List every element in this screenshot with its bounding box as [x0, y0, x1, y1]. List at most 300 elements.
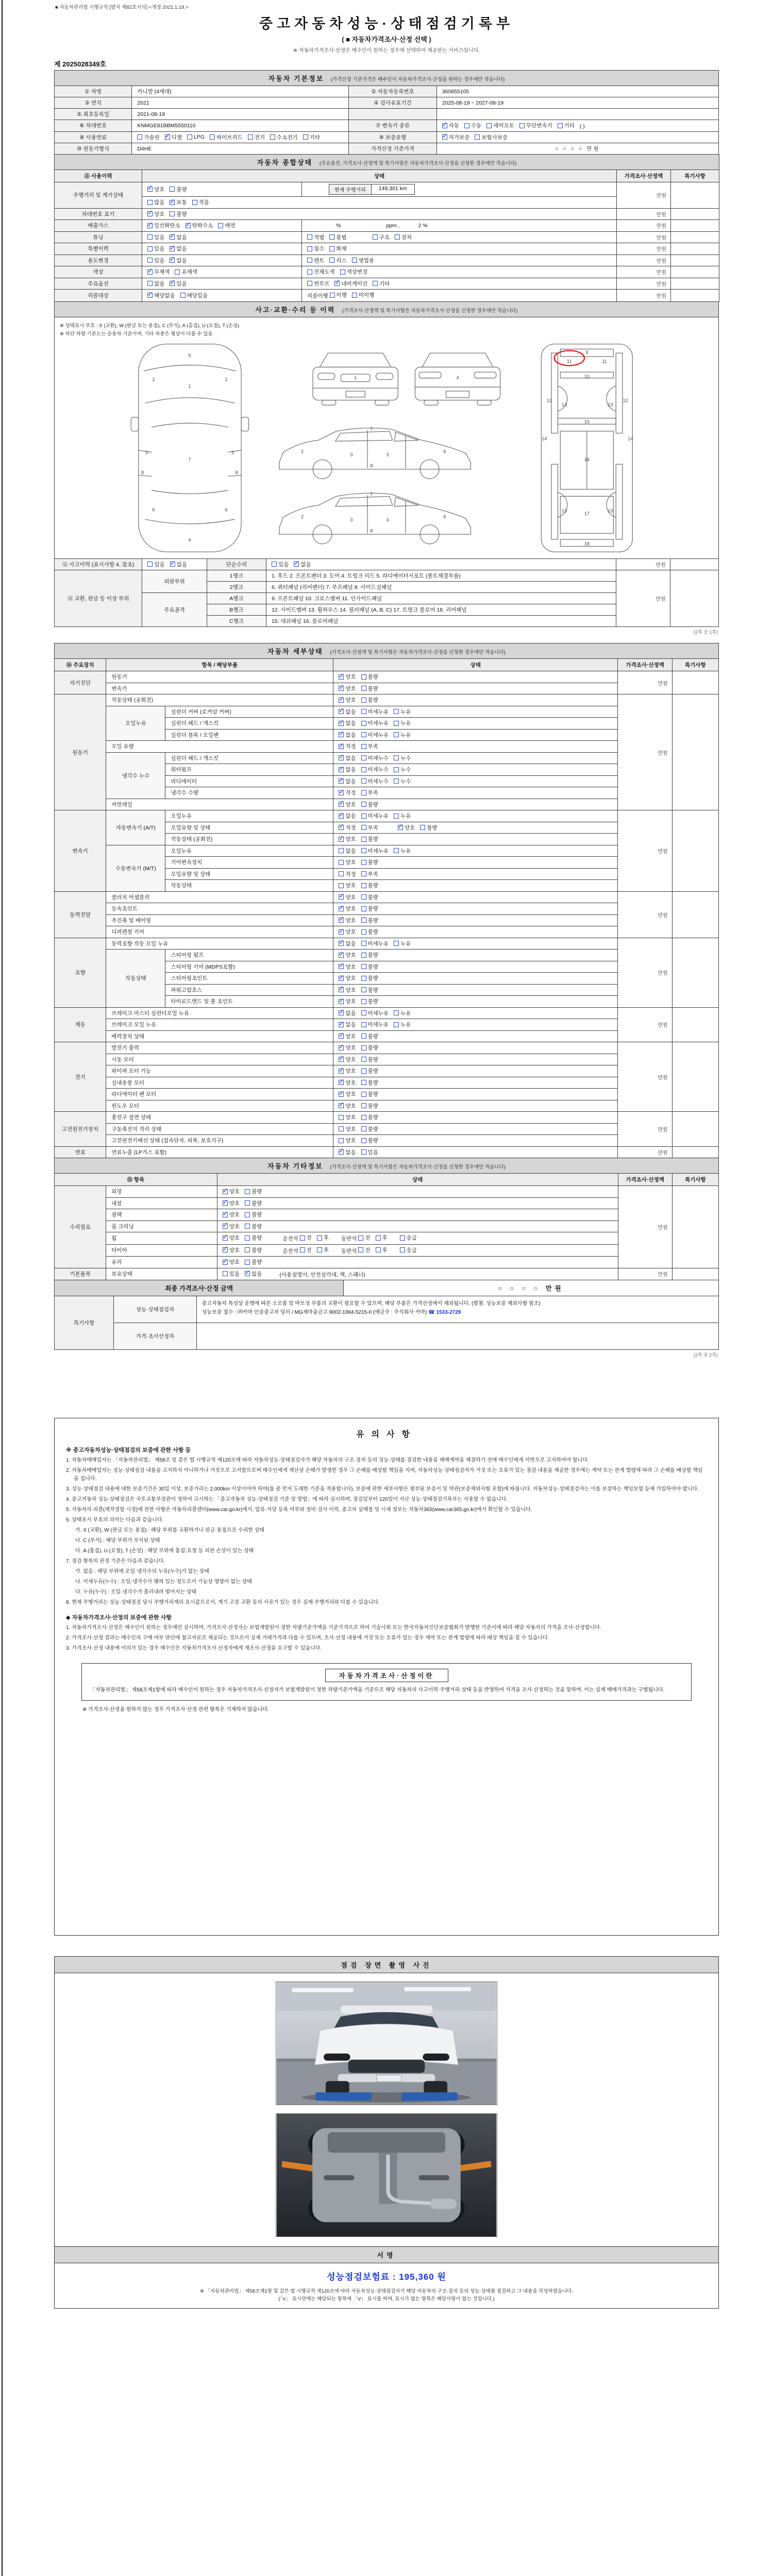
table-row — [55, 1007, 719, 1019]
checkbox-checked: ✓ 양호 — [223, 1188, 240, 1195]
svg-text:12: 12 — [546, 398, 552, 403]
form-cell: 원동기 — [55, 694, 106, 810]
svg-text:8: 8 — [235, 470, 238, 476]
checkbox-unchecked: 누수 — [394, 766, 411, 773]
form-cell — [217, 1257, 618, 1268]
form-cell — [333, 694, 618, 706]
table-row — [55, 86, 719, 97]
checkbox-unchecked: 후 — [376, 1246, 388, 1254]
form-cell — [333, 984, 618, 996]
form-cell: 동력조향 작동 오일 누유 — [106, 938, 333, 950]
checkbox-unchecked: 가솔린 — [137, 133, 159, 141]
checkbox-unchecked: 부족 — [361, 742, 378, 750]
checkbox-unchecked: 불량 — [361, 997, 378, 1005]
form-cell — [333, 845, 618, 857]
notice-item: 3. 성능·상태점검 내용에 대한 보증기간은 30일 이상, 보증거리는 2,000km 이상이어야 하며(둘 중 먼저 도래한 기준을 적용합니다), 보증에 관한 세부사항은 첨부된 보증서 및 약관(보증제외사항 포함)에 따릅니다. 자동차성능·상태점검자는 이를 보장하는 책임보험 등에 가입하여야 합니다. — [66, 1486, 699, 1492]
checkbox-unchecked: 있음 — [147, 245, 164, 252]
form-cell — [672, 810, 718, 892]
svg-text:9: 9 — [585, 349, 589, 355]
form-cell — [142, 278, 302, 290]
checkbox-unchecked: 불량 — [245, 1199, 262, 1207]
form-cell: 와이퍼 모터 기능 — [106, 1065, 333, 1077]
form-cell: 오일유량 및 상태 — [165, 868, 333, 880]
form-cell: ④ 검사유효기간 — [349, 97, 436, 109]
form-cell: 내장 — [106, 1197, 217, 1209]
form-cell: 만원 — [617, 266, 671, 278]
form-cell: 스티어링조인트 — [165, 973, 333, 985]
footnote-checkmark: (「V」 표시란에는 해당되는 항목에 「V」 표시를 하며, 표시가 없는 항목은 해당사항이 없는 것입니다.) — [278, 2296, 495, 2302]
table-row — [55, 1112, 719, 1124]
checkbox-checked: ✓ 양호 — [339, 986, 356, 994]
form-cell: 1. 후드 2. 프론트펜더 3. 도어 4. 트렁크 리드 5. 라디에이터서포트 (볼트체결부품) — [266, 570, 616, 582]
footnote-law: ※ 「자동차관리법」 제58조제1항 및 같은 법 시행규칙 제120조에 따라 자동차성능·상태점검자가 해당 자동차의 구조·장치 등의 성능·상태를 점검하고 그 내용을 작성하였습니다. — [200, 2289, 573, 2294]
form-cell: 만원 — [616, 570, 670, 627]
form-cell: 실린더 헤드 / 개스킷 — [165, 752, 333, 764]
checkbox-checked: ✓ 있음 — [170, 280, 187, 287]
final-price-table — [54, 1280, 719, 1296]
inspection-photo-underbody — [276, 2113, 497, 2237]
form-cell: 변속기 — [55, 810, 106, 892]
checkbox-checked: ✓ 양호 — [339, 673, 356, 681]
checkbox-unchecked: 양호 — [339, 1125, 356, 1133]
form-cell: 작동상태 — [106, 950, 165, 1008]
form-cell: 냉각수 수량 — [165, 787, 333, 799]
checkbox-unchecked: 적법 — [307, 233, 324, 241]
form-cell: 만원 — [618, 694, 672, 810]
title-block — [54, 12, 719, 54]
checkbox-unchecked: 불량 — [361, 1067, 378, 1075]
checkbox-unchecked: 불량 — [170, 185, 187, 193]
svg-text:12: 12 — [623, 398, 628, 403]
form-cell: 15. 대쉬패널 16. 플로어패널 — [266, 616, 616, 627]
checkbox-unchecked: 불량 — [361, 1079, 378, 1087]
checkbox-checked: ✓ 해당없음 — [147, 292, 175, 299]
form-cell: 냉각수 누수 — [106, 752, 165, 799]
form-cell — [333, 1135, 618, 1147]
form-reference: ■ 자동차관리법 시행규칙 [별지 제82호서식] <개정 2021.1.19.> — [55, 5, 189, 10]
form-cell — [671, 231, 719, 243]
checkbox-unchecked: 적음 — [192, 198, 209, 206]
checkbox-unchecked: 불량 — [361, 1044, 378, 1052]
checkbox-unchecked: 전체도색 — [307, 268, 335, 276]
checkbox-checked: ✓ 없음 — [339, 1148, 356, 1156]
svg-text:2: 2 — [225, 377, 228, 382]
form-cell: 360855105 — [436, 86, 718, 97]
checkbox-checked: ✓ 없음 — [170, 233, 187, 241]
checkbox-unchecked: 미세누유 — [361, 1021, 389, 1028]
checkbox-unchecked: 불량 — [361, 974, 378, 982]
form-cell — [333, 706, 618, 718]
checkbox-unchecked: 불법 — [329, 233, 346, 241]
form-cell — [672, 938, 718, 1007]
form-cell: ⑭ 주요장치 — [55, 659, 106, 671]
form-cell — [142, 243, 302, 255]
notice-item: 가. 없음 : 해당 부위에 오일·냉각수의 누유(누수)가 없는 상태 — [75, 1569, 209, 1574]
table-row — [55, 182, 719, 197]
svg-text:6: 6 — [443, 514, 446, 519]
checkbox-unchecked: 기타 — [558, 122, 575, 129]
form-cell: 실린더 블록 / 오일팬 — [165, 729, 333, 741]
form-cell: 특기사항 — [672, 1174, 718, 1186]
checkbox-unchecked: 누수 — [394, 754, 411, 762]
checkbox-checked: ✓ 양호 — [223, 1258, 240, 1266]
checkbox-checked: ✓ 양호 — [339, 905, 356, 912]
table-row — [55, 659, 719, 671]
table-row — [55, 1158, 719, 1174]
form-cell: 만원 — [618, 1007, 672, 1042]
checkbox-unchecked: 미세누수 — [361, 766, 389, 773]
checkbox-unchecked: 렌트 — [307, 257, 324, 264]
checkbox-unchecked: 있음 — [147, 561, 164, 568]
accident-history-table — [54, 301, 719, 628]
form-cell: ① 차명 — [55, 86, 132, 97]
form-cell: C랭크 — [207, 616, 266, 627]
checkbox-unchecked: 양호 — [339, 1137, 356, 1144]
checkbox-checked: ✓ 양호 — [223, 1199, 240, 1207]
checkbox-unchecked: 있음 — [272, 561, 289, 568]
form-cell — [333, 1042, 618, 1054]
svg-text:1: 1 — [188, 383, 191, 388]
form-cell — [671, 278, 719, 290]
table-row — [55, 220, 719, 232]
checkbox-unchecked: 양호 — [339, 882, 356, 889]
checkbox-checked: ✓ 없음 — [170, 245, 187, 252]
form-cell: 만원 — [618, 1042, 672, 1112]
checkbox-checked: ✓ 없음 — [339, 754, 356, 762]
definition-footnote: ※ 가격조사·산정을 원하지 않는 경우 가격조사·산정 관련 항목은 기재하지 않습니다. — [82, 1706, 269, 1713]
form-cell: 작동상태 (공회전) — [106, 694, 333, 706]
form-cell: 발전기 출력 — [106, 1042, 333, 1054]
form-cell: 시동 모터 — [106, 1054, 333, 1065]
form-cell: 상태 — [142, 170, 617, 182]
checkbox-unchecked: 불량 — [361, 928, 378, 936]
form-cell — [333, 868, 618, 880]
form-cell — [349, 109, 436, 120]
form-cell: 가격·조사산정자 — [114, 1323, 196, 1350]
checkbox-unchecked: 전 — [358, 1234, 370, 1242]
checkbox-unchecked: 하이브리드 — [210, 133, 243, 141]
svg-text:2: 2 — [301, 514, 304, 519]
form-cell — [333, 752, 618, 764]
form-cell: ⑩ 원동기형식 — [55, 143, 132, 155]
checkbox-unchecked: 불량 — [361, 835, 378, 843]
table-row — [55, 143, 719, 155]
checkbox-unchecked: 불량 — [361, 1137, 378, 1144]
form-cell — [333, 1065, 618, 1077]
scan-edge-line — [2, 0, 3, 2576]
form-cell — [302, 278, 617, 290]
form-cell: 있음 ✓ 없음 (사용설명서, 안전삼각대, 잭, 스패너) — [217, 1268, 618, 1280]
checkbox-unchecked: 불량 — [361, 858, 378, 866]
checkbox-checked: ✓ 없음 — [339, 940, 356, 947]
checkbox-unchecked: 수동 — [464, 122, 481, 129]
overall-condition-table — [54, 154, 719, 302]
form-cell: 만원 — [617, 290, 671, 302]
checkbox-unchecked: 누유 — [394, 812, 411, 820]
page-marker-2: (2쪽 중 2쪽) — [693, 1352, 718, 1358]
checkbox-unchecked: 양호 — [339, 1113, 356, 1121]
form-cell: 클러치 어셈블리 — [106, 891, 333, 903]
checkbox-checked: ✓ 없음 — [339, 1021, 356, 1028]
form-cell: 오일누유 — [165, 845, 333, 857]
checkbox-unchecked: 불량 — [361, 685, 378, 692]
form-cell: ⑫ 사고이력 (표시사항 4. 참조) — [55, 558, 142, 570]
form-cell — [333, 822, 618, 834]
form-cell — [142, 182, 302, 197]
svg-text:6: 6 — [443, 449, 446, 454]
form-cell: ○ ○ ○ ○ 만원 — [436, 143, 718, 155]
form-cell — [333, 950, 618, 961]
checkbox-unchecked: 침수 — [307, 245, 324, 252]
form-cell: ✓ 자동 수동 세미오토 무단변속기 기타 ( ) — [436, 120, 718, 132]
form-cell — [333, 903, 618, 915]
svg-text:2: 2 — [301, 449, 304, 454]
table-row — [55, 317, 719, 558]
form-cell: ⑥ 차대번호 — [55, 120, 132, 132]
table-row — [55, 1268, 719, 1280]
checkbox-unchecked: 적정 — [339, 870, 356, 878]
form-cell: 파워고압호스 — [165, 984, 333, 996]
form-cell: 용도변경 — [55, 255, 142, 266]
form-cell: 만원 — [617, 255, 671, 266]
basic-info-table — [54, 70, 719, 155]
form-cell: ✓ 양호 불량 운전석 전 후 동반석 전 후 응급 — [217, 1244, 618, 1257]
svg-text:18: 18 — [584, 541, 590, 547]
checkbox-unchecked: 부족 — [361, 789, 378, 796]
checkbox-unchecked: 보험사보증 — [475, 133, 508, 141]
title-note: ※ 자동차가격조사·산정은 매수인이 원하는 경우에 선택하여 제공받는 서비스입니다. — [293, 48, 480, 54]
form-cell — [672, 1186, 718, 1268]
form-cell: 리콜이행 이행 미이행 — [302, 290, 617, 302]
checkbox-checked: ✓ 적정 — [339, 789, 356, 796]
table-row — [55, 1296, 719, 1323]
form-cell — [333, 787, 618, 799]
checkbox-unchecked: 불량 — [361, 1113, 378, 1121]
form-cell: 외판부위 — [142, 570, 207, 593]
etc-info-table — [54, 1158, 719, 1280]
page-title: 중고자동차성능·상태점검기록부 — [259, 16, 514, 31]
form-cell — [333, 961, 618, 973]
table-row — [55, 255, 719, 266]
form-cell — [142, 290, 302, 302]
form-cell: 기본품목 — [55, 1268, 106, 1280]
notice-body — [66, 1446, 707, 1653]
checkbox-checked: ✓ 양호 — [339, 1102, 356, 1110]
form-cell — [671, 243, 719, 255]
checkbox-checked: ✓ 양호 — [223, 1234, 240, 1242]
svg-text:13: 13 — [608, 401, 613, 407]
checkbox-unchecked: 불량 — [361, 1032, 378, 1040]
notice-item: 다. A (흠집), U (요철), T (손상) : 해당 부위에 흠집·요철 등 외관 손상이 있는 상태 — [75, 1548, 254, 1554]
form-cell: A랭크 — [207, 593, 266, 604]
form-cell: 차대번호 표기 — [55, 208, 142, 220]
checkbox-unchecked: 부족 — [361, 824, 378, 832]
checkbox-unchecked: 누유 — [394, 731, 411, 739]
form-cell: 상태 — [217, 1174, 618, 1186]
form-cell — [333, 1123, 618, 1135]
checkbox-unchecked: 구조 — [373, 233, 390, 241]
form-cell — [333, 1089, 618, 1100]
svg-text:13: 13 — [561, 507, 567, 513]
form-cell: 항목 / 해당부품 — [106, 659, 333, 671]
form-cell — [333, 729, 618, 741]
checkbox-checked: ✓ 적정 — [339, 824, 356, 832]
checkbox-checked: ✓ 없음 — [339, 1009, 356, 1017]
checkbox-unchecked: 장치 — [395, 233, 412, 241]
checkbox-unchecked: 누유 — [394, 708, 411, 716]
form-cell: 작동상태 — [165, 880, 333, 892]
checkbox-checked: ✓ 없음 — [339, 777, 356, 785]
table-row — [55, 570, 719, 582]
checkbox-checked: ✓ 양호 — [339, 1067, 356, 1075]
checkbox-unchecked: 후 — [317, 1234, 329, 1242]
checkbox-unchecked: 색상변경 — [340, 268, 368, 276]
checkbox-unchecked: 무단변속기 — [519, 122, 552, 129]
checkbox-checked: ✓ 없음 — [339, 708, 356, 716]
checkbox-checked: ✓ 자가보증 — [442, 133, 470, 141]
form-cell — [333, 1019, 618, 1031]
form-cell — [333, 1077, 618, 1089]
notice-item: 2. 가격조사·산정 결과는 매수인의 구매 여부 판단에 참고자료로 제공되는 것으로서 실제 거래가격과 다를 수 있으며, 조사·산정 내용에 거짓 또는 오류가 있는 경우 계약 또는 관계 법령에 따라 배상 책임을 질 수 있습니다. — [66, 1635, 549, 1641]
form-cell — [142, 208, 617, 220]
form-cell: 색상 — [55, 266, 142, 278]
form-cell: 연료누출 (LP가스 포함) — [106, 1146, 333, 1158]
form-cell: ⑦ 변속기 종류 — [349, 120, 436, 132]
table-row — [55, 671, 719, 683]
svg-text:13: 13 — [561, 401, 567, 407]
section-header: 자동차 세부상태 (가격조사·산정액 및 특기사항은 자동차가격조사·산정을 신청한 경우에만 적습니다) — [55, 643, 719, 659]
form-cell: 외장 — [106, 1186, 217, 1198]
form-cell: 오일 유량 — [106, 741, 333, 753]
svg-text:14: 14 — [628, 435, 633, 441]
form-cell: 만원 — [616, 558, 670, 570]
svg-text:3: 3 — [350, 517, 353, 522]
form-cell: 중고자동차 특성상 운행에 따른 소모품 및 마모성 부품의 교환이 필요할 수 있으며, 해당 부품은 가격산정에서 제외됩니다. (별첨. 성능보증 제외사항 참조) 성능보증 접수 : ㈜카마 인증중고차 딜러 / MG새마을금고 9002-1994-5215-0 (예금주 : 주식회사 카마) ☎ 1533-2729 — [196, 1296, 718, 1323]
section-header: 자동차 기타정보 (가격조사·산정액 및 특기사항은 자동차가격조사·산정을 신청한 경우에만 적습니다) — [55, 1158, 719, 1174]
form-cell — [672, 1042, 718, 1112]
insurance-premium: 성능점검보험료 : 195,360 원 — [327, 2272, 446, 2282]
form-cell: 배력장치 상태 — [106, 1030, 333, 1042]
form-cell: 스티어링 펌프 — [165, 950, 333, 961]
checkbox-checked: ✓ 없음 — [294, 561, 311, 568]
checkbox-unchecked: 후 — [317, 1246, 329, 1254]
form-cell: ⑮ 항목 — [55, 1174, 217, 1186]
checkbox-checked: ✓ 양호 — [223, 1246, 240, 1254]
form-cell: 휠 — [106, 1232, 217, 1245]
svg-text:4: 4 — [456, 375, 459, 380]
form-cell — [302, 243, 617, 255]
table-row — [55, 278, 719, 290]
table-row — [55, 155, 719, 170]
form-cell: 전기 — [55, 1042, 106, 1112]
checkbox-unchecked: 없음 — [147, 280, 164, 287]
detailed-condition-table — [54, 643, 719, 1158]
checkbox-checked: ✓ 양호 — [339, 696, 356, 704]
checkbox-unchecked: 많음 — [147, 198, 164, 206]
notice-item: 1. 자동차매매업자는 「자동차관리법」 제58조 및 같은 법 시행규칙 제120조에 따라 자동차성능·상태점검자가 해당 자동차의 구조·장치 등의 성능·상태를 점검한 내용을 매매계약을 체결하기 전에 매수인에게 서면으로 고지하여야 합니다. — [66, 1458, 589, 1463]
section-header: 자동차 기본정보 (가격산정 기준가격은 매수인이 자동차가격조사·산정을 원하는 경우에만 적습니다) — [55, 71, 719, 86]
svg-text:5: 5 — [188, 352, 191, 358]
form-cell: 만원 — [618, 1146, 672, 1158]
form-cell — [333, 718, 618, 730]
checkbox-checked: ✓ 양호 — [339, 1032, 356, 1040]
checkbox-unchecked: 누유 — [394, 847, 411, 855]
checkbox-unchecked: 미세누유 — [361, 731, 389, 739]
table-row — [55, 1323, 719, 1350]
checkbox-checked: ✓ 양호 — [339, 835, 356, 843]
checkbox-checked: ✓ 없음 — [170, 257, 187, 264]
form-cell: 커먼레일 — [106, 799, 333, 810]
form-cell: 상태 — [333, 659, 618, 671]
checkbox-unchecked: 불량 — [420, 824, 437, 832]
form-cell: 만원 — [618, 891, 672, 938]
form-cell: 오일누유 — [165, 810, 333, 822]
form-cell: 카니발 (4세대) — [132, 86, 349, 97]
form-cell — [142, 197, 617, 209]
table-row — [55, 243, 719, 255]
checkbox-unchecked: 불량 — [361, 1125, 378, 1133]
checkbox-checked: ✓ 없음 — [339, 731, 356, 739]
checkbox-unchecked: 미세누유 — [361, 708, 389, 716]
checkbox-checked: ✓ 양호 — [223, 1223, 240, 1230]
page-marker-1: (2쪽 중 1쪽) — [693, 630, 718, 635]
table-row — [55, 208, 719, 220]
checkbox-unchecked: 불량 — [245, 1246, 262, 1254]
photos-title: 점검 장면 촬영 사진 — [55, 1957, 718, 1973]
form-cell — [333, 880, 618, 892]
notice-item: 3. 가격조사·산정 내용에 이의가 있는 경우 매수인은 자동차가격조사·산정자에게 재조사·산정을 요구할 수 있습니다. — [66, 1646, 322, 1651]
checkbox-checked: ✓ 양호 — [339, 974, 356, 982]
form-cell: 등속조인트 — [106, 903, 333, 915]
table-row — [55, 1280, 719, 1296]
checkbox-unchecked: 후 — [376, 1234, 388, 1242]
notice-title: 유의사항 — [356, 1430, 417, 1439]
form-cell: 만원 — [617, 182, 671, 209]
form-cell — [671, 208, 719, 220]
signature-footnotes — [55, 2287, 718, 2308]
form-cell: ⑧ 사용연료 — [55, 131, 132, 143]
form-cell: 원동기 — [106, 671, 333, 683]
checkbox-unchecked: 미이행 — [352, 291, 374, 299]
form-cell — [333, 1030, 618, 1042]
notice-item: 7. 점검 항목의 판정 기준은 다음과 같습니다. — [66, 1558, 165, 1564]
form-cell — [333, 834, 618, 845]
form-cell: 광택 — [106, 1209, 217, 1221]
checkbox-checked: ✓ 적정 — [339, 742, 356, 750]
form-cell: 가격조사·산정액 — [618, 659, 672, 671]
form-cell: 2025-08-19 ~ 2027-08-19 — [436, 97, 718, 109]
checkbox-unchecked: 누유 — [394, 1009, 411, 1017]
checkbox-unchecked: 불량 — [361, 1102, 378, 1110]
table-row — [55, 1174, 719, 1186]
checkbox-checked: ✓ 양호 — [339, 685, 356, 692]
table-row — [55, 170, 719, 182]
notice-item: 나. 미세누유(누수) : 오일·냉각수가 맺혀 있는 정도로서 기능상 영향이 없는 상태 — [75, 1579, 252, 1585]
checkbox-checked: ✓ 없음 — [339, 812, 356, 820]
form-cell — [217, 1209, 618, 1221]
checkbox-checked: ✓ 양호 — [147, 210, 164, 218]
checkbox-unchecked: 불량 — [245, 1211, 262, 1218]
checkbox-unchecked: 전기 — [248, 133, 265, 141]
form-cell — [333, 973, 618, 985]
form-cell — [672, 1112, 718, 1147]
table-row — [55, 938, 719, 950]
form-cell: 구동축전지 격리 상태 — [106, 1123, 333, 1135]
form-cell — [55, 317, 719, 558]
form-cell — [217, 1186, 618, 1198]
checkbox-checked: ✓ 네비게이션 — [334, 280, 367, 287]
checkbox-checked: ✓ 양호 — [339, 1056, 356, 1063]
